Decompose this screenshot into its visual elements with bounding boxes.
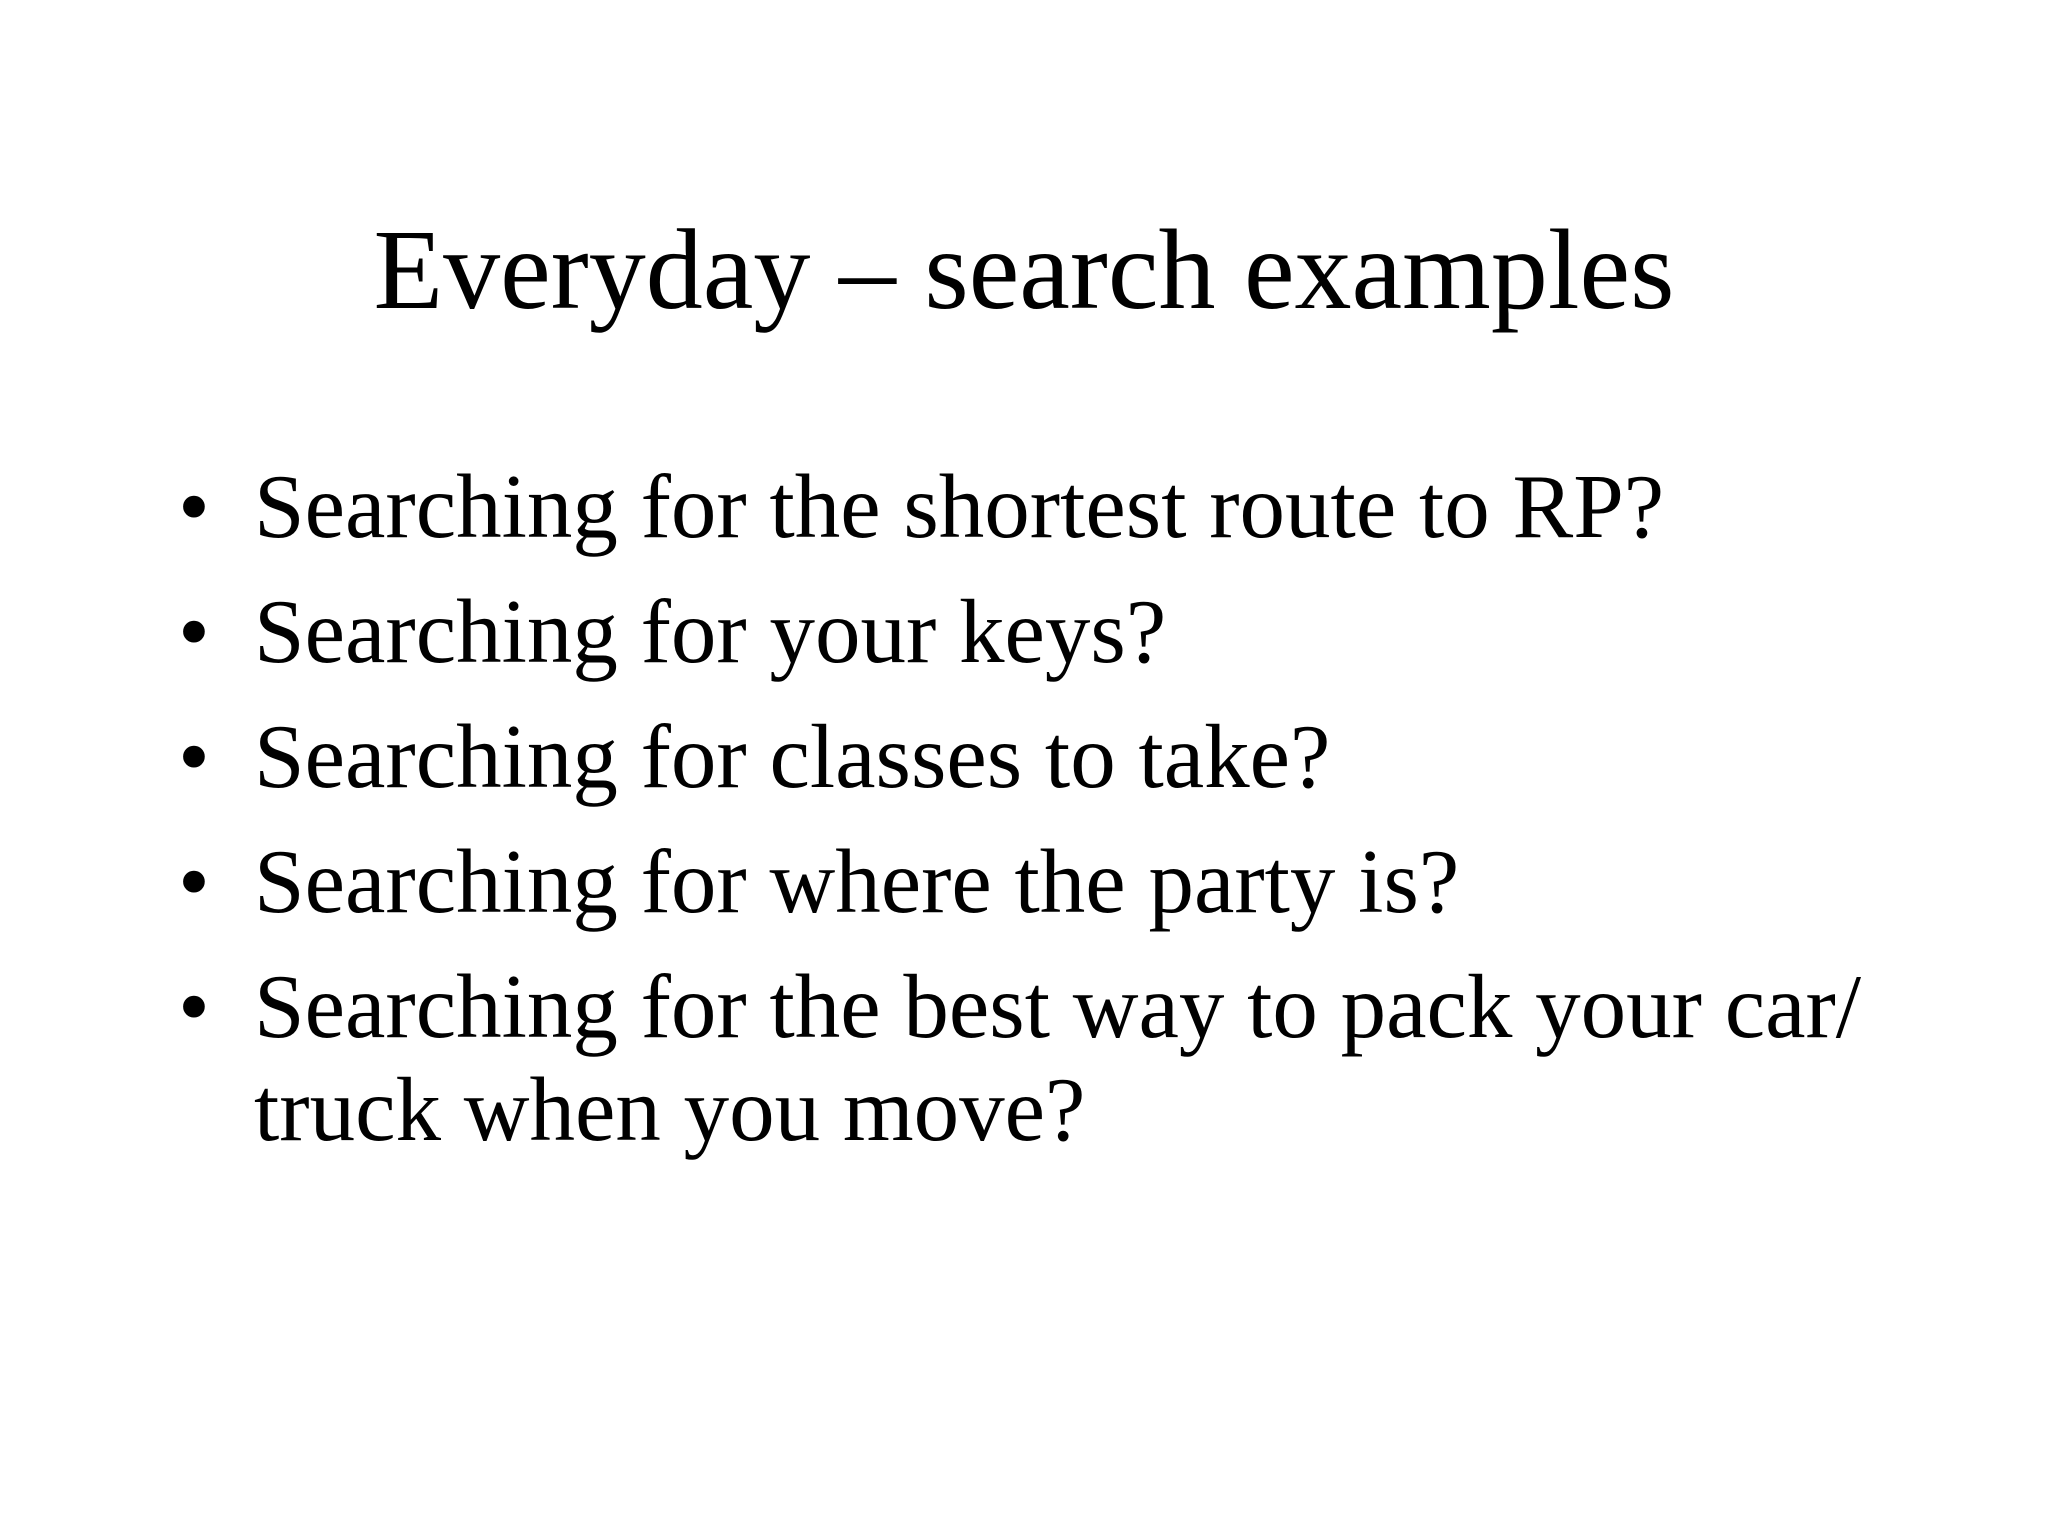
bullet-item (178, 955, 1938, 1161)
bullet-dot: • (178, 706, 210, 807)
bullet-text: Searching for the shortest route to RP? (254, 456, 1665, 557)
bullet-item (178, 705, 1938, 808)
bullet-text: Searching for where the party is? (254, 831, 1460, 932)
bullet-dot: • (178, 831, 210, 932)
bullet-item (178, 580, 1938, 683)
bullet-text: Searching for your keys? (254, 581, 1167, 682)
bullet-dot: • (178, 956, 210, 1057)
bullet-text: Searching for the best way to pack your car/ truck when you move? (254, 956, 1862, 1160)
slide-title: Everyday – search examples (373, 206, 1675, 333)
bullet-dot: • (178, 456, 210, 557)
bullet-item (178, 830, 1938, 933)
bullet-text: Searching for classes to take? (254, 706, 1331, 807)
bullet-item (178, 455, 1938, 558)
bullet-list (178, 455, 1938, 1183)
bullet-dot: • (178, 581, 210, 682)
